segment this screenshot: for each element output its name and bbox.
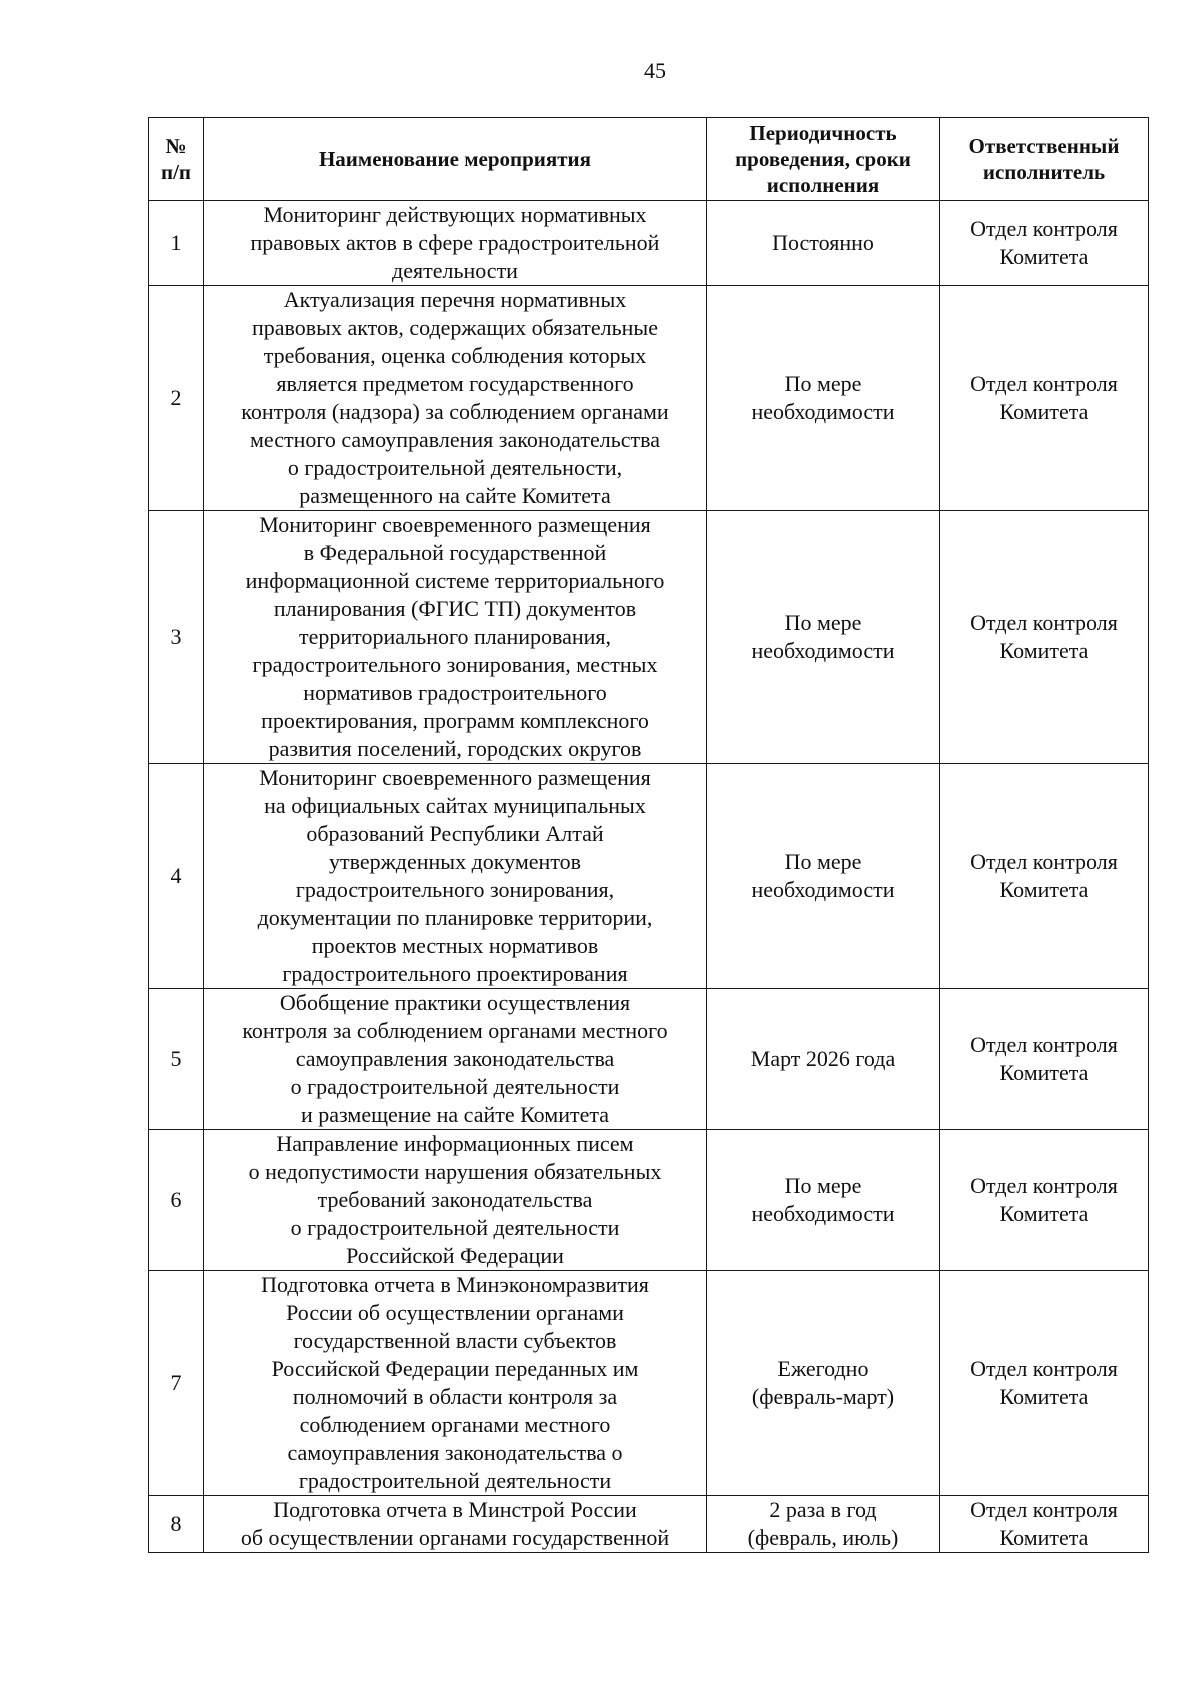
row-number: 7 xyxy=(149,1271,204,1496)
activity-periodicity: Ежегодно (февраль-март) xyxy=(707,1271,940,1496)
activity-responsible: Отдел контроля Комитета xyxy=(940,764,1149,989)
activity-name: Обобщение практики осуществления контроля за соблюдением органами местного самоуправления законодательства о градостроительной деятельности и размещение на сайте Комитета xyxy=(204,989,707,1130)
row-number: 1 xyxy=(149,201,204,286)
row-number: 4 xyxy=(149,764,204,989)
activity-name: Направление информационных писем о недопустимости нарушения обязательных требований законодательства о градостроительной деятельности Российской Федерации xyxy=(204,1130,707,1271)
activity-periodicity: По мере необходимости xyxy=(707,764,940,989)
activity-periodicity: 2 раза в год (февраль, июль) xyxy=(707,1496,940,1553)
activity-periodicity: По мере необходимости xyxy=(707,511,940,764)
activity-periodicity: По мере необходимости xyxy=(707,1130,940,1271)
activity-responsible: Отдел контроля Комитета xyxy=(940,286,1149,511)
table-row xyxy=(149,286,1149,511)
activities-table xyxy=(148,117,1149,1553)
activity-periodicity: Март 2026 года xyxy=(707,989,940,1130)
activity-responsible: Отдел контроля Комитета xyxy=(940,989,1149,1130)
table-header xyxy=(149,118,1149,201)
table-row xyxy=(149,989,1149,1130)
header-row xyxy=(149,118,1149,201)
row-number: 5 xyxy=(149,989,204,1130)
activity-name: Мониторинг действующих нормативных правовых актов в сфере градостроительной деятельности xyxy=(204,201,707,286)
table-row xyxy=(149,1130,1149,1271)
table-row xyxy=(149,511,1149,764)
activity-periodicity: Постоянно xyxy=(707,201,940,286)
table-row xyxy=(149,764,1149,989)
activity-name: Подготовка отчета в Минэкономразвития России об осуществлении органами государственной власти субъектов Российской Федерации переданных им полномочий в области контроля за соблюдением органами местного самоуправления законодательства о градостроительной деятельности xyxy=(204,1271,707,1496)
table-body xyxy=(149,201,1149,1553)
activity-responsible: Отдел контроля Комитета xyxy=(940,1496,1149,1553)
row-number: 3 xyxy=(149,511,204,764)
page-number: 45 xyxy=(644,58,666,83)
table-row xyxy=(149,201,1149,286)
activity-responsible: Отдел контроля Комитета xyxy=(940,201,1149,286)
activity-responsible: Отдел контроля Комитета xyxy=(940,1271,1149,1496)
activity-name: Мониторинг своевременного размещения на официальных сайтах муниципальных образований Республики Алтай утвержденных документов градостроительного зонирования, документации по планировке территории, проектов местных нормативов градостроительного проектирования xyxy=(204,764,707,989)
table-row xyxy=(149,1496,1149,1553)
table-row xyxy=(149,1271,1149,1496)
activity-name: Актуализация перечня нормативных правовых актов, содержащих обязательные требования, оценка соблюдения которых является предметом государственного контроля (надзора) за соблюдением органами местного самоуправления законодательства о градостроительной деятельности, размещенного на сайте Комитета xyxy=(204,286,707,511)
activity-responsible: Отдел контроля Комитета xyxy=(940,1130,1149,1271)
activity-periodicity: По мере необходимости xyxy=(707,286,940,511)
activity-responsible: Отдел контроля Комитета xyxy=(940,511,1149,764)
header-activity-name: Наименование мероприятия xyxy=(204,118,707,201)
header-responsible: Ответственный исполнитель xyxy=(940,118,1149,201)
activity-name: Мониторинг своевременного размещения в Федеральной государственной информационной системе территориального планирования (ФГИС ТП) документов территориального планирования, градостроительного зонирования, местных нормативов градостроительного проектирования, программ комплексного развития поселений, городских округов xyxy=(204,511,707,764)
row-number: 8 xyxy=(149,1496,204,1553)
row-number: 2 xyxy=(149,286,204,511)
header-periodicity: Периодичность проведения, сроки исполнения xyxy=(707,118,940,201)
header-number: № п/п xyxy=(149,118,204,201)
activity-name: Подготовка отчета в Минстрой России об осуществлении органами государственной xyxy=(204,1496,707,1553)
row-number: 6 xyxy=(149,1130,204,1271)
